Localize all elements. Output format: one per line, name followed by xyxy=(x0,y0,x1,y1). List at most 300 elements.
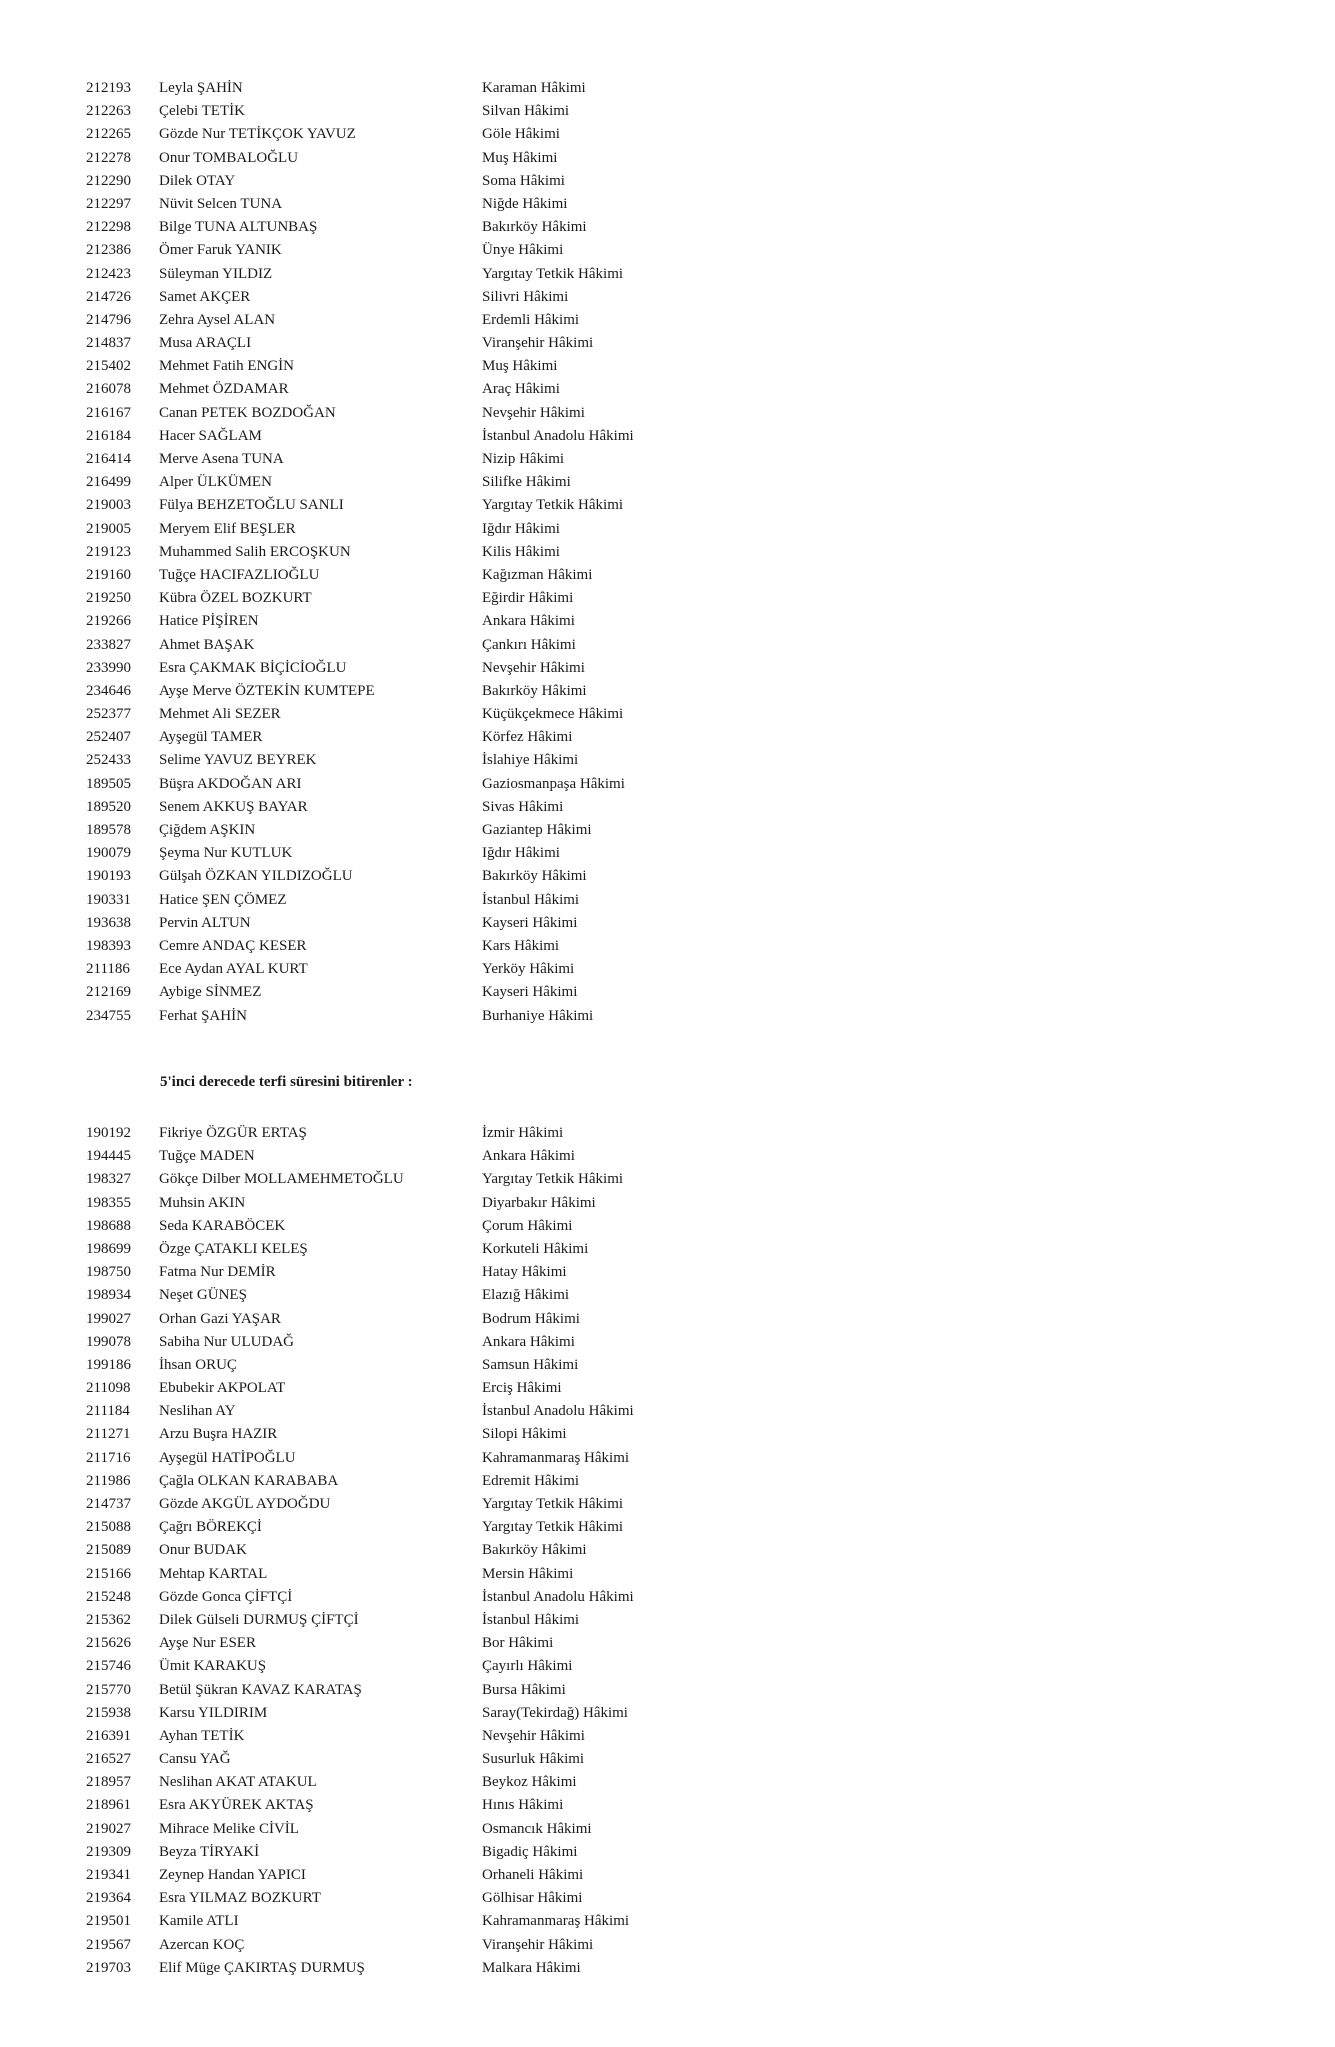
judge-name: Ebubekir AKPOLAT xyxy=(159,1380,286,1397)
judge-name: Bilge TUNA ALTUNBAŞ xyxy=(159,219,318,236)
registry-number: 199078 xyxy=(86,1333,131,1350)
section-heading: 5'inci derecede terfi süresini bitirenler : xyxy=(160,1074,413,1090)
court-assignment: Diyarbakır Hâkimi xyxy=(482,1194,596,1211)
judge-name: Hatice ŞEN ÇÖMEZ xyxy=(159,891,287,908)
table-row xyxy=(86,1655,1246,1678)
court-assignment: Elazığ Hâkimi xyxy=(482,1287,570,1304)
table-row xyxy=(86,842,1246,865)
table-row xyxy=(86,657,1246,680)
court-assignment: Nevşehir Hâkimi xyxy=(482,659,585,676)
judge-name: Gülşah ÖZKAN YILDIZOĞLU xyxy=(159,868,353,885)
registry-number: 190192 xyxy=(86,1125,131,1141)
judge-name: Onur BUDAK xyxy=(159,1542,247,1559)
registry-number: 212169 xyxy=(86,984,131,1001)
table-row xyxy=(86,1122,1246,1145)
judge-name: Esra AKYÜREK AKTAŞ xyxy=(159,1797,314,1814)
registry-number: 212193 xyxy=(86,80,131,96)
registry-number: 212278 xyxy=(86,149,131,166)
court-assignment: Saray(Tekirdağ) Hâkimi xyxy=(482,1704,628,1721)
registry-number: 198750 xyxy=(86,1264,131,1281)
registry-number: 212423 xyxy=(86,265,131,282)
judge-name: Muhammed Salih ERCOŞKUN xyxy=(159,543,351,560)
registry-number: 216167 xyxy=(86,404,131,421)
court-assignment: Yargıtay Tetkik Hâkimi xyxy=(482,265,624,282)
court-assignment: Eğirdir Hâkimi xyxy=(482,590,574,607)
registry-number: 216499 xyxy=(86,474,131,491)
judge-name: Elif Müge ÇAKIRTAŞ DURMUŞ xyxy=(159,1959,365,1976)
court-assignment: Mersin Hâkimi xyxy=(482,1565,574,1582)
court-assignment: Gaziantep Hâkimi xyxy=(482,822,592,838)
registry-number: 199186 xyxy=(86,1356,131,1373)
judge-name: Cemre ANDAÇ KESER xyxy=(159,937,307,954)
registry-number: 198688 xyxy=(86,1217,131,1234)
judge-name: Alper ÜLKÜMEN xyxy=(159,474,272,491)
registry-number: 216414 xyxy=(86,451,131,467)
court-assignment: Erciş Hâkimi xyxy=(482,1380,562,1397)
registry-number: 252407 xyxy=(86,729,131,746)
judge-name: Zehra Aysel ALAN xyxy=(159,311,276,328)
judge-list-section-b xyxy=(86,1122,1246,1980)
table-row xyxy=(86,1632,1246,1655)
table-row xyxy=(86,1354,1246,1377)
table-row xyxy=(86,634,1246,657)
table-row xyxy=(86,1447,1246,1470)
registry-number: 194445 xyxy=(86,1148,131,1165)
court-assignment: Osmancık Hâkimi xyxy=(482,1820,592,1837)
registry-number: 219703 xyxy=(86,1959,131,1976)
registry-number: 212386 xyxy=(86,242,131,259)
table-row xyxy=(86,355,1246,378)
registry-number: 198393 xyxy=(86,937,131,954)
table-row xyxy=(86,378,1246,401)
judge-name: Mehmet Fatih ENGİN xyxy=(159,358,294,375)
table-row xyxy=(86,1934,1246,1957)
court-assignment: Yerköy Hâkimi xyxy=(482,961,575,978)
table-row xyxy=(86,796,1246,819)
court-assignment: Gaziosmanpaşa Hâkimi xyxy=(482,775,625,792)
registry-number: 252377 xyxy=(86,706,131,723)
judge-name: Karsu YILDIRIM xyxy=(159,1704,268,1721)
registry-number: 189578 xyxy=(86,822,131,838)
table-row xyxy=(86,170,1246,193)
table-row xyxy=(86,935,1246,958)
registry-number: 193638 xyxy=(86,914,131,931)
table-row xyxy=(86,1679,1246,1702)
court-assignment: Araç Hâkimi xyxy=(482,381,560,398)
judge-name: Gözde AKGÜL AYDOĞDU xyxy=(159,1496,331,1512)
court-assignment: Susurluk Hâkimi xyxy=(482,1751,585,1768)
registry-number: 234755 xyxy=(86,1007,131,1024)
table-row xyxy=(86,100,1246,123)
registry-number: 216391 xyxy=(86,1727,131,1744)
table-row xyxy=(86,193,1246,216)
judge-name: Seda KARABÖCEK xyxy=(159,1217,286,1234)
judge-name: Çiğdem AŞKIN xyxy=(159,822,256,838)
court-assignment: İslahiye Hâkimi xyxy=(482,752,579,769)
registry-number: 211098 xyxy=(86,1380,131,1397)
court-assignment: Kayseri Hâkimi xyxy=(482,914,578,931)
judge-list-section-a xyxy=(86,77,1246,1028)
registry-number: 219266 xyxy=(86,613,131,630)
judge-name: Neşet GÜNEŞ xyxy=(159,1287,247,1304)
court-assignment: Erdemli Hâkimi xyxy=(482,311,580,328)
judge-name: Ayhan TETİK xyxy=(159,1727,245,1744)
table-row xyxy=(86,981,1246,1004)
table-row xyxy=(86,703,1246,726)
table-row xyxy=(86,1818,1246,1841)
table-row xyxy=(86,309,1246,332)
court-assignment: Bodrum Hâkimi xyxy=(482,1310,580,1327)
registry-number: 214796 xyxy=(86,311,131,328)
court-assignment: Bakırköy Hâkimi xyxy=(482,1542,587,1559)
judge-name: Mehtap KARTAL xyxy=(159,1565,268,1582)
table-row xyxy=(86,587,1246,610)
table-row xyxy=(86,1331,1246,1354)
judge-name: Neslihan AY xyxy=(159,1403,236,1420)
table-row xyxy=(86,1609,1246,1632)
judge-name: Hatice PİŞİREN xyxy=(159,613,259,630)
registry-number: 215248 xyxy=(86,1588,131,1605)
registry-number: 219341 xyxy=(86,1867,131,1883)
judge-name: Gözde Gonca ÇİFTÇİ xyxy=(159,1588,293,1605)
judge-name: Esra YILMAZ BOZKURT xyxy=(159,1890,321,1907)
judge-name: Musa ARAÇLI xyxy=(159,335,252,352)
table-row xyxy=(86,332,1246,355)
registry-number: 215088 xyxy=(86,1519,131,1536)
judge-name: Beyza TİRYAKİ xyxy=(159,1843,260,1860)
table-row xyxy=(86,494,1246,517)
judge-name: Arzu Buşra HAZIR xyxy=(159,1426,278,1443)
court-assignment: Karaman Hâkimi xyxy=(482,80,586,96)
court-assignment: Beykoz Hâkimi xyxy=(482,1774,577,1791)
court-assignment: Silopi Hâkimi xyxy=(482,1426,567,1443)
registry-number: 219123 xyxy=(86,543,131,560)
table-row xyxy=(86,1516,1246,1539)
registry-number: 218957 xyxy=(86,1774,131,1791)
table-row xyxy=(86,1308,1246,1331)
registry-number: 214837 xyxy=(86,335,131,352)
table-row xyxy=(86,912,1246,935)
table-row xyxy=(86,1377,1246,1400)
table-row xyxy=(86,1192,1246,1215)
court-assignment: Viranşehir Hâkimi xyxy=(482,335,594,352)
judge-name: Tuğçe MADEN xyxy=(159,1148,255,1165)
court-assignment: Yargıtay Tetkik Hâkimi xyxy=(482,1171,624,1188)
judge-name: Kamile ATLI xyxy=(159,1913,239,1930)
registry-number: 219005 xyxy=(86,520,131,537)
judge-name: Fatma Nur DEMİR xyxy=(159,1264,276,1281)
court-assignment: İzmir Hâkimi xyxy=(482,1125,564,1141)
judge-name: Mehmet Ali SEZER xyxy=(159,706,281,723)
table-row xyxy=(86,1794,1246,1817)
court-assignment: Körfez Hâkimi xyxy=(482,729,573,746)
table-row xyxy=(86,123,1246,146)
judge-name: Nüvit Selcen TUNA xyxy=(159,195,283,212)
court-assignment: Bakırköy Hâkimi xyxy=(482,868,587,885)
judge-name: Mehmet ÖZDAMAR xyxy=(159,381,289,398)
table-row xyxy=(86,865,1246,888)
court-assignment: Muş Hâkimi xyxy=(482,149,558,166)
court-assignment: Ankara Hâkimi xyxy=(482,1333,575,1350)
court-assignment: Çayırlı Hâkimi xyxy=(482,1658,573,1675)
registry-number: 252433 xyxy=(86,752,131,769)
court-assignment: Çorum Hâkimi xyxy=(482,1217,573,1234)
registry-number: 212297 xyxy=(86,195,131,212)
table-row xyxy=(86,1284,1246,1307)
judge-name: Ümit KARAKUŞ xyxy=(159,1658,267,1675)
registry-number: 216078 xyxy=(86,381,131,398)
table-row xyxy=(86,958,1246,981)
judge-name: Betül Şükran KAVAZ KARATAŞ xyxy=(159,1681,362,1698)
court-assignment: Sivas Hâkimi xyxy=(482,798,564,815)
judge-name: Özge ÇATAKLI KELEŞ xyxy=(159,1240,308,1257)
judge-name: Esra ÇAKMAK BİÇİCİOĞLU xyxy=(159,659,347,676)
registry-number: 219027 xyxy=(86,1820,131,1837)
judge-name: Muhsin AKIN xyxy=(159,1194,246,1211)
court-assignment: Nizip Hâkimi xyxy=(482,451,565,467)
judge-name: Gözde Nur TETİKÇOK YAVUZ xyxy=(159,126,356,143)
registry-number: 219160 xyxy=(86,566,131,583)
table-row xyxy=(86,541,1246,564)
judge-name: İhsan ORUÇ xyxy=(159,1356,237,1373)
judge-name: Büşra AKDOĞAN ARI xyxy=(159,775,302,792)
table-row xyxy=(86,1702,1246,1725)
court-assignment: Silvan Hâkimi xyxy=(482,103,570,120)
court-assignment: Silivri Hâkimi xyxy=(482,288,569,305)
table-row xyxy=(86,1470,1246,1493)
table-row xyxy=(86,1539,1246,1562)
registry-number: 211186 xyxy=(86,961,130,978)
court-assignment: Ankara Hâkimi xyxy=(482,1148,575,1165)
judge-name: Azercan KOÇ xyxy=(159,1936,245,1953)
court-assignment: Iğdır Hâkimi xyxy=(482,520,560,537)
judge-name: Meryem Elif BEŞLER xyxy=(159,520,296,537)
judge-name: Ömer Faruk YANIK xyxy=(159,242,282,259)
registry-number: 233827 xyxy=(86,636,131,653)
judge-name: Orhan Gazi YAŞAR xyxy=(159,1310,281,1327)
judge-name: Ahmet BAŞAK xyxy=(159,636,255,653)
registry-number: 211184 xyxy=(86,1403,130,1420)
registry-number: 219250 xyxy=(86,590,131,607)
registry-number: 211271 xyxy=(86,1426,131,1443)
judge-name: Merve Asena TUNA xyxy=(159,451,284,467)
registry-number: 215089 xyxy=(86,1542,131,1559)
court-assignment: Ankara Hâkimi xyxy=(482,613,575,630)
registry-number: 215626 xyxy=(86,1635,131,1652)
judge-name: Leyla ŞAHİN xyxy=(159,80,243,96)
judge-name: Aybige SİNMEZ xyxy=(159,984,262,1001)
registry-number: 212263 xyxy=(86,103,131,120)
court-assignment: Kilis Hâkimi xyxy=(482,543,560,560)
registry-number: 219567 xyxy=(86,1936,131,1953)
judge-name: Ayşe Merve ÖZTEKİN KUMTEPE xyxy=(159,682,375,699)
registry-number: 215166 xyxy=(86,1565,131,1582)
table-row xyxy=(86,1238,1246,1261)
table-row xyxy=(86,1910,1246,1933)
court-assignment: Kahramanmaraş Hâkimi xyxy=(482,1449,630,1466)
registry-number: 219364 xyxy=(86,1890,131,1907)
registry-number: 234646 xyxy=(86,682,131,699)
court-assignment: Çankırı Hâkimi xyxy=(482,636,576,653)
registry-number: 219309 xyxy=(86,1843,131,1860)
table-row xyxy=(86,263,1246,286)
court-assignment: Bakırköy Hâkimi xyxy=(482,682,587,699)
registry-number: 218961 xyxy=(86,1797,131,1814)
table-row xyxy=(86,1771,1246,1794)
judge-name: Ayşegül HATİPOĞLU xyxy=(159,1449,296,1466)
table-row xyxy=(86,216,1246,239)
registry-number: 219003 xyxy=(86,497,131,514)
registry-number: 189505 xyxy=(86,775,131,792)
court-assignment: Yargıtay Tetkik Hâkimi xyxy=(482,497,624,514)
registry-number: 219501 xyxy=(86,1913,131,1930)
court-assignment: Soma Hâkimi xyxy=(482,172,565,189)
court-assignment: Viranşehir Hâkimi xyxy=(482,1936,594,1953)
judge-name: Ferhat ŞAHİN xyxy=(159,1007,247,1024)
judge-name: Şeyma Nur KUTLUK xyxy=(159,845,293,862)
court-assignment: Iğdır Hâkimi xyxy=(482,845,560,862)
court-assignment: İstanbul Anadolu Hâkimi xyxy=(482,1403,634,1420)
table-row xyxy=(86,286,1246,309)
court-assignment: Bigadiç Hâkimi xyxy=(482,1843,578,1860)
judge-name: Fikriye ÖZGÜR ERTAŞ xyxy=(159,1125,307,1141)
court-assignment: Ünye Hâkimi xyxy=(482,242,564,259)
court-assignment: Korkuteli Hâkimi xyxy=(482,1240,589,1257)
registry-number: 215770 xyxy=(86,1681,131,1698)
court-assignment: Bursa Hâkimi xyxy=(482,1681,566,1698)
judge-name: Canan PETEK BOZDOĞAN xyxy=(159,404,336,421)
table-row xyxy=(86,1145,1246,1168)
table-row xyxy=(86,1400,1246,1423)
table-row xyxy=(86,1586,1246,1609)
judge-name: Dilek Gülseli DURMUŞ ÇİFTÇİ xyxy=(159,1611,359,1628)
registry-number: 198327 xyxy=(86,1171,131,1188)
table-row xyxy=(86,726,1246,749)
table-row xyxy=(86,1215,1246,1238)
judge-name: Zeynep Handan YAPICI xyxy=(159,1867,306,1883)
judge-name: Ayşegül TAMER xyxy=(159,729,263,746)
court-assignment: Hınıs Hâkimi xyxy=(482,1797,564,1814)
court-assignment: Bor Hâkimi xyxy=(482,1635,554,1652)
table-row xyxy=(86,1864,1246,1887)
registry-number: 212265 xyxy=(86,126,131,143)
registry-number: 215938 xyxy=(86,1704,131,1721)
court-assignment: Samsun Hâkimi xyxy=(482,1356,579,1373)
registry-number: 212290 xyxy=(86,172,131,189)
table-row xyxy=(86,610,1246,633)
table-row xyxy=(86,773,1246,796)
court-assignment: Yargıtay Tetkik Hâkimi xyxy=(482,1519,624,1536)
registry-number: 215402 xyxy=(86,358,131,375)
registry-number: 212298 xyxy=(86,219,131,236)
court-assignment: Nevşehir Hâkimi xyxy=(482,1727,585,1744)
judge-name: Fülya BEHZETOĞLU SANLI xyxy=(159,497,344,514)
table-row xyxy=(86,402,1246,425)
judge-name: Cansu YAĞ xyxy=(159,1751,231,1768)
registry-number: 216184 xyxy=(86,427,131,444)
court-assignment: Kayseri Hâkimi xyxy=(482,984,578,1001)
court-assignment: Hatay Hâkimi xyxy=(482,1264,567,1281)
judge-name: Süleyman YILDIZ xyxy=(159,265,273,282)
table-row xyxy=(86,1887,1246,1910)
registry-number: 211716 xyxy=(86,1449,131,1466)
judge-name: Çelebi TETİK xyxy=(159,103,245,120)
registry-number: 198699 xyxy=(86,1240,131,1257)
judge-name: Çağla OLKAN KARABABA xyxy=(159,1472,339,1489)
court-assignment: Kağızman Hâkimi xyxy=(482,566,593,583)
judge-name: Senem AKKUŞ BAYAR xyxy=(159,798,308,815)
court-assignment: Burhaniye Hâkimi xyxy=(482,1007,594,1024)
judge-name: Onur TOMBALOĞLU xyxy=(159,149,299,166)
table-row xyxy=(86,1005,1246,1028)
registry-number: 214726 xyxy=(86,288,131,305)
judge-name: Neslihan AKAT ATAKUL xyxy=(159,1774,317,1791)
court-assignment: Niğde Hâkimi xyxy=(482,195,568,212)
court-assignment: İstanbul Anadolu Hâkimi xyxy=(482,427,634,444)
registry-number: 199027 xyxy=(86,1310,131,1327)
table-row xyxy=(86,1957,1246,1980)
table-row xyxy=(86,1423,1246,1446)
table-row xyxy=(86,1493,1246,1516)
table-row xyxy=(86,1841,1246,1864)
court-assignment: İstanbul Anadolu Hâkimi xyxy=(482,1588,634,1605)
table-row xyxy=(86,1748,1246,1771)
table-row xyxy=(86,147,1246,170)
table-row xyxy=(86,889,1246,912)
court-assignment: İstanbul Hâkimi xyxy=(482,891,580,908)
court-assignment: Malkara Hâkimi xyxy=(482,1959,581,1976)
table-row xyxy=(86,1261,1246,1284)
judge-name: Ayşe Nur ESER xyxy=(159,1635,256,1652)
table-row xyxy=(86,1168,1246,1191)
table-row xyxy=(86,680,1246,703)
registry-number: 190079 xyxy=(86,845,131,862)
table-row xyxy=(86,471,1246,494)
registry-number: 216527 xyxy=(86,1751,131,1768)
table-row xyxy=(86,564,1246,587)
judge-name: Samet AKÇER xyxy=(159,288,251,305)
registry-number: 190193 xyxy=(86,868,131,885)
court-assignment: Nevşehir Hâkimi xyxy=(482,404,585,421)
judge-name: Çağrı BÖREKÇİ xyxy=(159,1519,262,1536)
table-row xyxy=(86,425,1246,448)
registry-number: 211986 xyxy=(86,1472,131,1489)
table-row xyxy=(86,1563,1246,1586)
judge-name: Selime YAVUZ BEYREK xyxy=(159,752,317,769)
table-row xyxy=(86,1725,1246,1748)
court-assignment: Edremit Hâkimi xyxy=(482,1472,580,1489)
registry-number: 198934 xyxy=(86,1287,131,1304)
table-row xyxy=(86,77,1246,100)
court-assignment: Küçükçekmece Hâkimi xyxy=(482,706,624,723)
judge-name: Pervin ALTUN xyxy=(159,914,251,931)
court-assignment: Orhaneli Hâkimi xyxy=(482,1867,584,1883)
judge-name: Kübra ÖZEL BOZKURT xyxy=(159,590,312,607)
court-assignment: Yargıtay Tetkik Hâkimi xyxy=(482,1496,624,1512)
judge-name: Dilek OTAY xyxy=(159,172,236,189)
judge-name: Tuğçe HACIFAZLIOĞLU xyxy=(159,566,320,583)
court-assignment: Muş Hâkimi xyxy=(482,358,558,375)
court-assignment: Gölhisar Hâkimi xyxy=(482,1890,583,1907)
table-row xyxy=(86,819,1246,842)
court-assignment: İstanbul Hâkimi xyxy=(482,1611,580,1628)
court-assignment: Göle Hâkimi xyxy=(482,126,560,143)
table-row xyxy=(86,518,1246,541)
registry-number: 198355 xyxy=(86,1194,131,1211)
registry-number: 189520 xyxy=(86,798,131,815)
judge-name: Sabiha Nur ULUDAĞ xyxy=(159,1333,294,1350)
registry-number: 215362 xyxy=(86,1611,131,1628)
